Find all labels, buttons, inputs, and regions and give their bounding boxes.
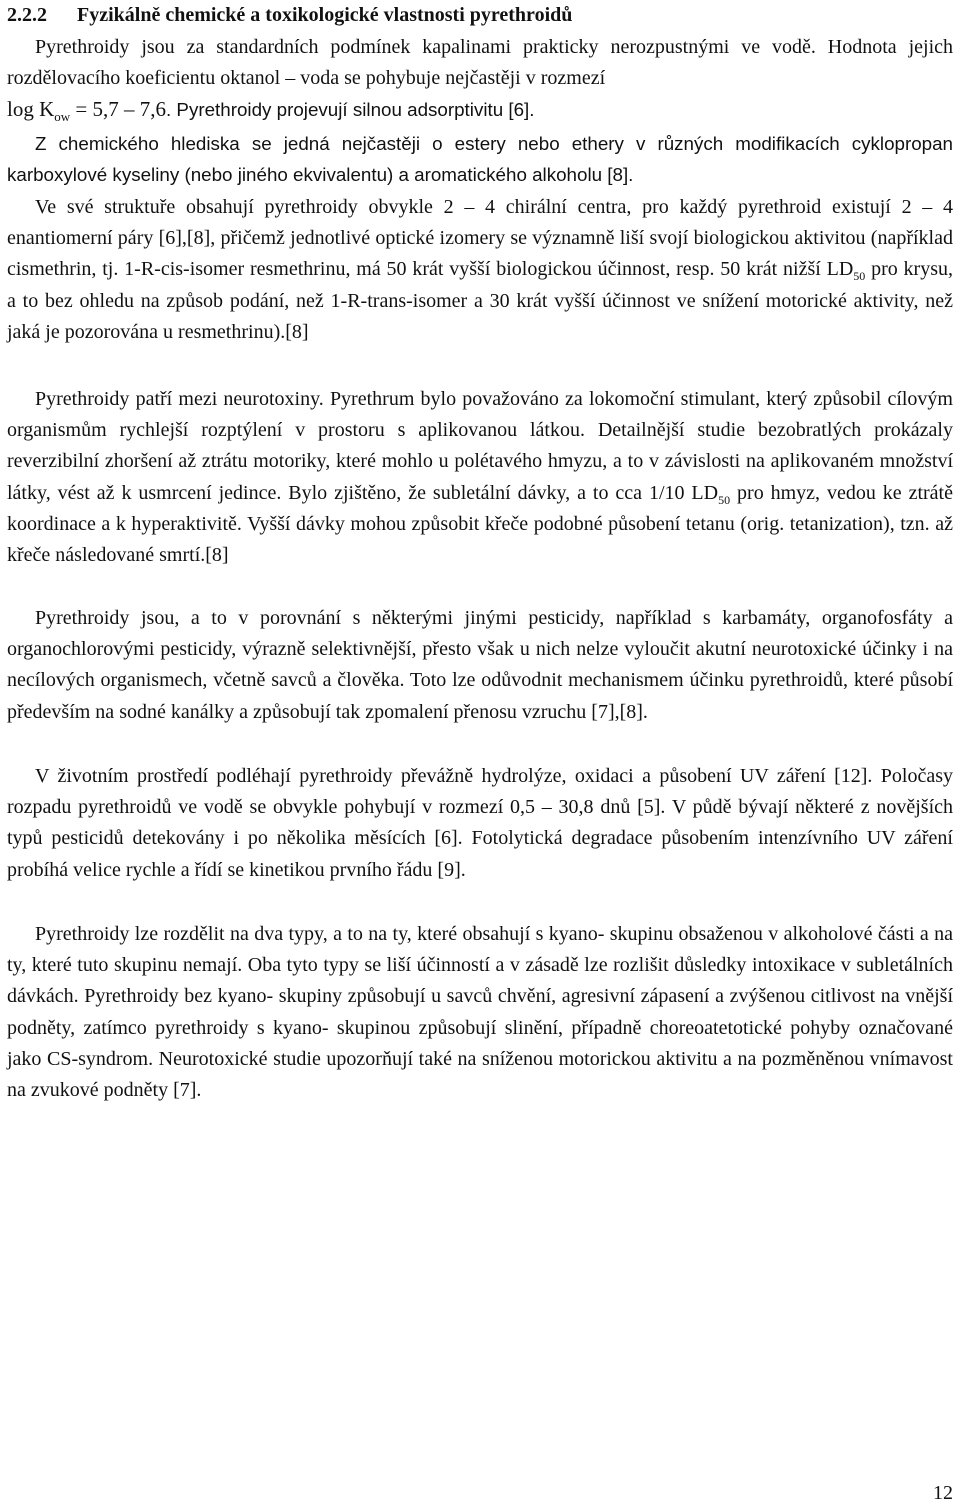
paragraph-neurotoxins — [7, 384, 953, 571]
p6-text: V životním prostředí podléhají pyrethroidy převážně hydrolýze, oxidaci a působení UV záření [12]. Poločasy rozpadu pyrethroidů ve vodě se obvykle pohybují v rozmezí 0,5 – 30,8 dnů [5]. V půdě bývají některé z novějších typů pesticidů detekovány i po několika měsících [6]. Fotolytická degradace působením intenzívního UV záření probíhá velice rychle a řídí se kinetikou prvního řádu [9]. — [7, 765, 953, 881]
paragraph-environment — [7, 761, 953, 886]
section-number: 2.2.2 — [7, 4, 47, 26]
p4-text-cont: pro hmyz, vedou ke ztrátě koordinace a k hyperaktivitě. Vyšší dávky mohou způsobit křeče podobné působení tetanu (orig. tetanization), tzn. až křeče následované smrtí.[8] — [7, 481, 953, 567]
paragraph-chemistry — [7, 128, 953, 190]
paragraph-solubility — [7, 32, 953, 127]
p1-text-after: . Pyrethroidy projevují silnou adsorptivitu [6]. — [165, 99, 535, 121]
p2-text: Z chemického hlediska se jedná nejčastěji o estery nebo ethery v různých modifikacích cyklopropan karboxylové kyseliny (nebo jiného ekvivalentu) a aromatického alkoholu [8]. — [7, 133, 953, 186]
p1-text: Pyrethroidy jsou za standardních podmínek kapalinami prakticky nerozpustnými ve vodě. Hodnota jejich rozdělovacího koeficientu oktanol – voda se pohybuje nejčastěji v rozmezí — [7, 36, 953, 90]
paragraph-types — [7, 919, 953, 1106]
log-kow-formula: $\log K_{ow} = 5,7 - 7,6$ — [7, 97, 166, 125]
p3-text: Ve své struktuře obsahují pyrethroidy obvykle 2 – 4 chirální centra, pro každý pyrethroid existují 2 – 4 enantiomerní páry [6],[8], přičemž jednotlivé optické izomery se významně liší svojí biologickou aktivitou (například cismethrin, tj. 1-R-cis-isomer resmethrinu, má 50 krát vyšší biologickou účinnost, resp. 50 krát nižší LD — [7, 196, 953, 281]
section-title: Fyzikálně chemické a toxikologické vlastnosti pyrethroidů — [77, 4, 573, 26]
page-number: 12 — [933, 1482, 953, 1504]
p5-text: Pyrethroidy jsou, a to v porovnání s některými jinými pesticidy, například s karbamáty, organofosfáty a organochlorovými pesticidy, výrazně selektivnější, přesto však u nich nelze vyloučit akutní neurotoxické účinky i na necílových organismech, včetně savců a člověka. Toto lze odůvodnit mechanismem účinku pyrethroidů, které působí především na sodné kanálky a způsobují tak zpomalení přenosu vzruchu [7],[8]. — [7, 607, 953, 723]
p3-text-cont: pro krysu, a to bez ohledu na způsob podání, než 1-R-trans-isomer a 30 krát vyšší účinnost ve snížení motorické aktivity, než jaká je pozorována u resmethrinu).[8] — [7, 258, 953, 343]
p3-ld-sub: 50 — [853, 269, 866, 284]
p7-text: Pyrethroidy lze rozdělit na dva typy, a to na ty, které obsahují s kyano- skupinu obsaženou v alkoholové části a na ty, které tuto skupinu nemají. Oba tyto typy se liší účinností a v zásadě lze rozlišit důsledky intoxikace v subletálních dávkách. Pyrethroidy bez kyano- skupiny způsobují u savců chvění, agresivní zápasení a zvýšenou citlivost na vnější podněty, zatímco pyrethroidy s kyano- skupinou způsobují slinění, případně choreoatetotické pohyby označované jako CS-syndrom. Neurotoxické studie upozorňují také na sníženou motorickou aktivitu a na pozměněnou vnímavost na zvukové podněty [7]. — [7, 923, 953, 1102]
paragraph-structure — [7, 192, 953, 348]
section-heading — [7, 4, 572, 27]
p4-text: Pyrethroidy patří mezi neurotoxiny. Pyrethrum bylo považováno za lokomoční stimulant, který způsobil cílovým organismům rychlejší rozptýlení v prostoru s aplikovanou látkou. Detailnější studie bezobratlých prokázaly reverzibilní zhoršení až ztrátu motoriky, které mohlo u polétavého hmyzu, a to v závislosti na aplikovaném množství látky, vést až k usmrcení jedince. Bylo zjištěno, že subletální dávky, a to cca 1/10 LD — [7, 388, 953, 504]
paragraph-selectivity — [7, 603, 953, 728]
p4-ld-sub: 50 — [718, 492, 731, 507]
